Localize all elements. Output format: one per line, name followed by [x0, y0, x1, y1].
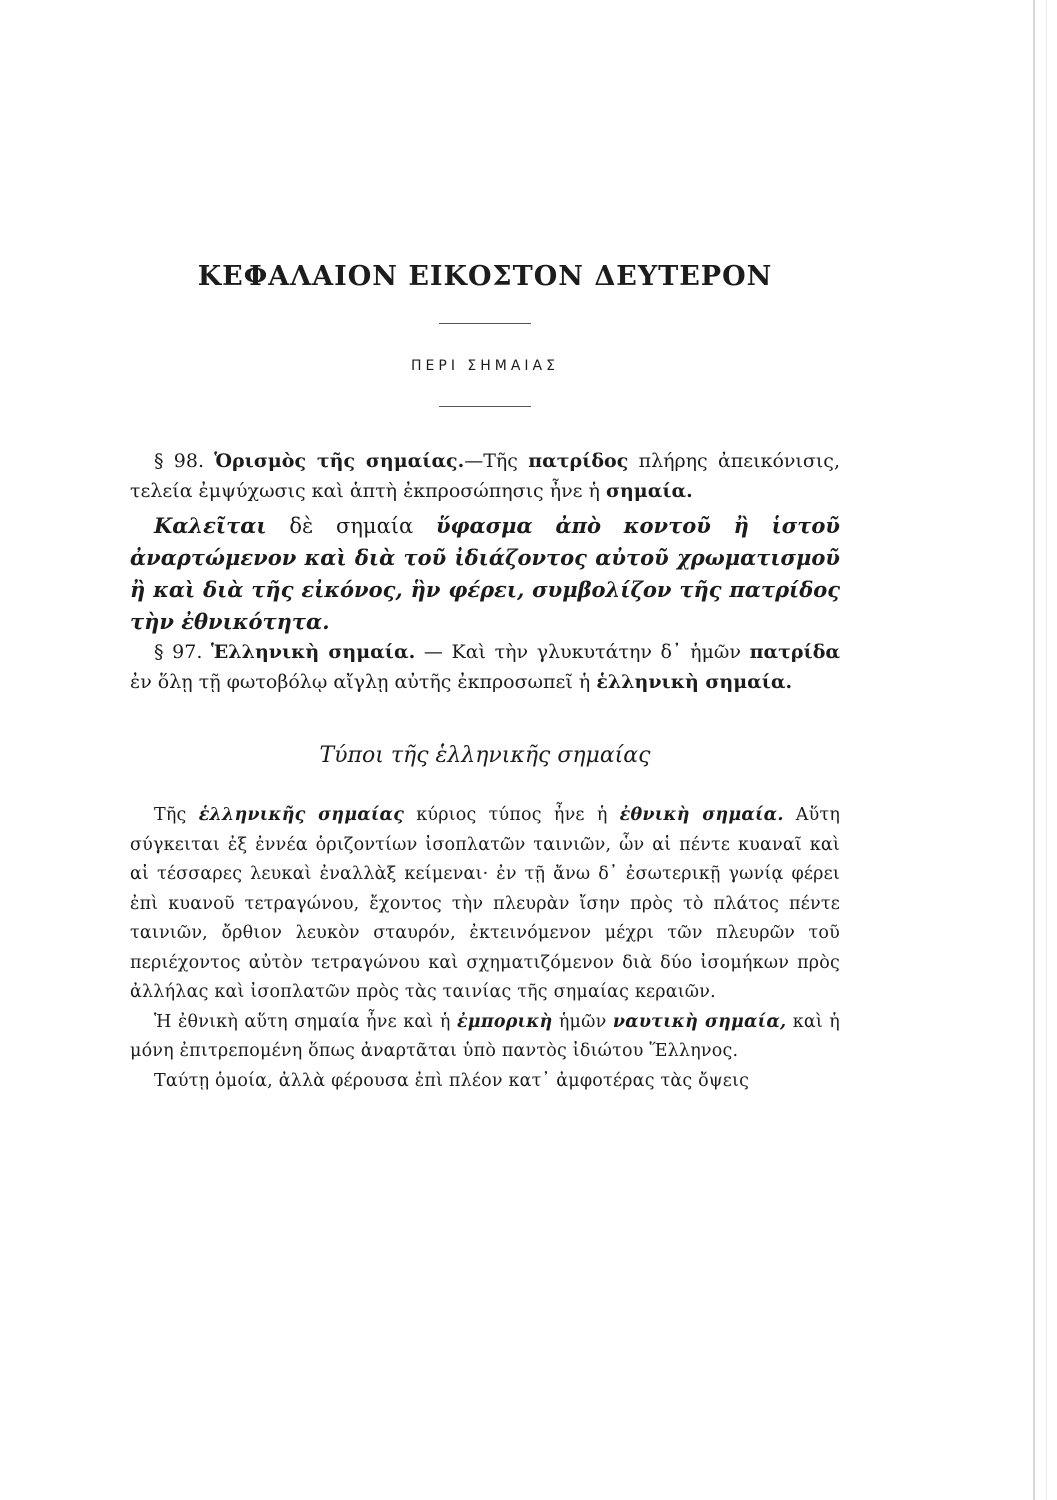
types-p1-a: Τῆς: [154, 805, 187, 825]
types-p2-b: ἐμπορικὴ: [456, 1011, 553, 1032]
types-p2-c: ἡμῶν: [558, 1011, 607, 1032]
types-paragraph-1: [130, 801, 840, 1008]
chapter-title: ΚΕΦΑΛΑΙΟΝ ΕΙΚΟΣΤΟΝ ΔΕΥΤΕΡΟΝ: [197, 261, 773, 292]
types-paragraph-2: [130, 1008, 840, 1067]
section-98-text-a: Τῆς: [483, 450, 518, 472]
section-98-paragraph: [130, 447, 840, 506]
section-97-emph-b: ἑλληνικὴ σημαία.: [596, 670, 793, 693]
types-p1-c: κύριος τύπος ἦνε ἡ: [416, 805, 608, 825]
book-page: [130, 255, 840, 1096]
types-paragraph-3: [130, 1067, 840, 1097]
types-p2-e: καὶ ἡ μόνη ἐπιτρεπομένη ὅπως ἀναρτᾶται ὑπὸ παντὸς ἰδιώτου Ἕλληνος.: [130, 1011, 840, 1061]
section-98-emph-b: σημαία.: [605, 479, 693, 502]
types-p3: Ταύτῃ ὁμοία, ἀλλὰ φέρουσα ἐπὶ πλέον κατ᾽ ἀμφοτέρας τὰς ὄψεις: [154, 1070, 750, 1091]
types-p1-d: ἐθνικὴ σημαία.: [619, 805, 784, 825]
page-edge-line: [1046, 0, 1047, 1500]
section-98-heading: Ὁρισμὸς τῆς σημαίας.: [214, 450, 465, 472]
definition-start: Καλεῖται: [154, 513, 267, 538]
types-p2-a: Ἡ ἐθνικὴ αὕτη σημαία ἦνε καὶ ἡ: [154, 1011, 451, 1032]
definition-paragraph: [130, 510, 840, 638]
section-97-heading: Ἑλληνικὴ σημαία.: [211, 641, 416, 663]
section-97-text-b: ἐν ὅλῃ τῇ φωτοβόλῳ αἴγλῃ αὐτῆς ἐκπροσωπεῖ ἡ: [130, 670, 591, 693]
chapter-subtitle: ΠΕΡΙ ΣΗΜΑΙΑΣ: [411, 358, 559, 374]
section-97-number: § 97.: [154, 641, 203, 663]
section-97-paragraph: [130, 638, 840, 697]
definition-rest: ὕφασμα ἀπὸ κοντοῦ ἢ ἱστοῦ ἀναρτώμενον καὶ διὰ τοῦ ἰδιάζοντος αὐτοῦ χρωματισμοῦ ἢ καὶ διὰ τῆς εἰκόνος, ἣν φέρει, συμβολίζον τῆς πατρίδος τὴν ἐθνικότητα.: [130, 513, 840, 634]
title-divider-bottom: [439, 406, 531, 407]
section-97-text-a: Καὶ τὴν γλυκυτάτην δ᾽ ἡμῶν: [451, 641, 741, 663]
section-97-emph-a: πατρίδα: [749, 641, 840, 663]
section-97-dash: —: [423, 641, 443, 663]
definition-emph-word: σημαία: [336, 514, 414, 538]
definition-particle: δὲ: [289, 514, 314, 538]
types-p1-e: Αὕτη σύγκειται ἐξ ἐννέα ὁριζοντίων ἰσοπλατῶν ταινιῶν, ὧν αἱ πέντε κυαναῖ καὶ αἱ τέσσαρες λευκαὶ ἐναλλὰξ κείμεναι· ἐν τῇ ἄνω δ᾽ ἐσωτερικῇ γωνίᾳ φέρει ἐπὶ κυανοῦ τετραγώνου, ἔχοντος τὴν πλευρὰν ἴσην πρὸς τὸ πλάτος πέντε ταινιῶν, ὄρθιον λευκὸν σταυρόν, ἐκτεινόμενον μέχρι τῶν πλευρῶν τοῦ περιέχοντος αὐτὸν τετραγώνου καὶ σχηματιζόμενον διὰ δύο ἰσομήκων πρὸς ἀλλήλας καὶ ἰσοπλατῶν πρὸς τὰς ταινίας τῆς σημαίας κεραιῶν.: [130, 805, 841, 1002]
section-98-text-b: πλήρης ἀπεικόνισις, τελεία ἐμψύχωσις καὶ ἁπτὴ ἐκπροσώπησις ἦνε ἡ: [130, 450, 840, 502]
section-98-emph-a: πατρίδος: [528, 450, 629, 472]
types-heading: Τύποι τῆς ἑλληνικῆς σημαίας: [319, 743, 651, 768]
section-98-dash: —: [464, 450, 484, 472]
section-98-number: § 98.: [154, 450, 204, 472]
types-p1-b: ἑλληνικῆς σημαίας: [198, 805, 405, 825]
types-p2-d: ναυτικὴ σημαία,: [612, 1011, 787, 1032]
title-divider-top: [439, 323, 531, 324]
page-spine-shadow: [1033, 0, 1035, 1500]
